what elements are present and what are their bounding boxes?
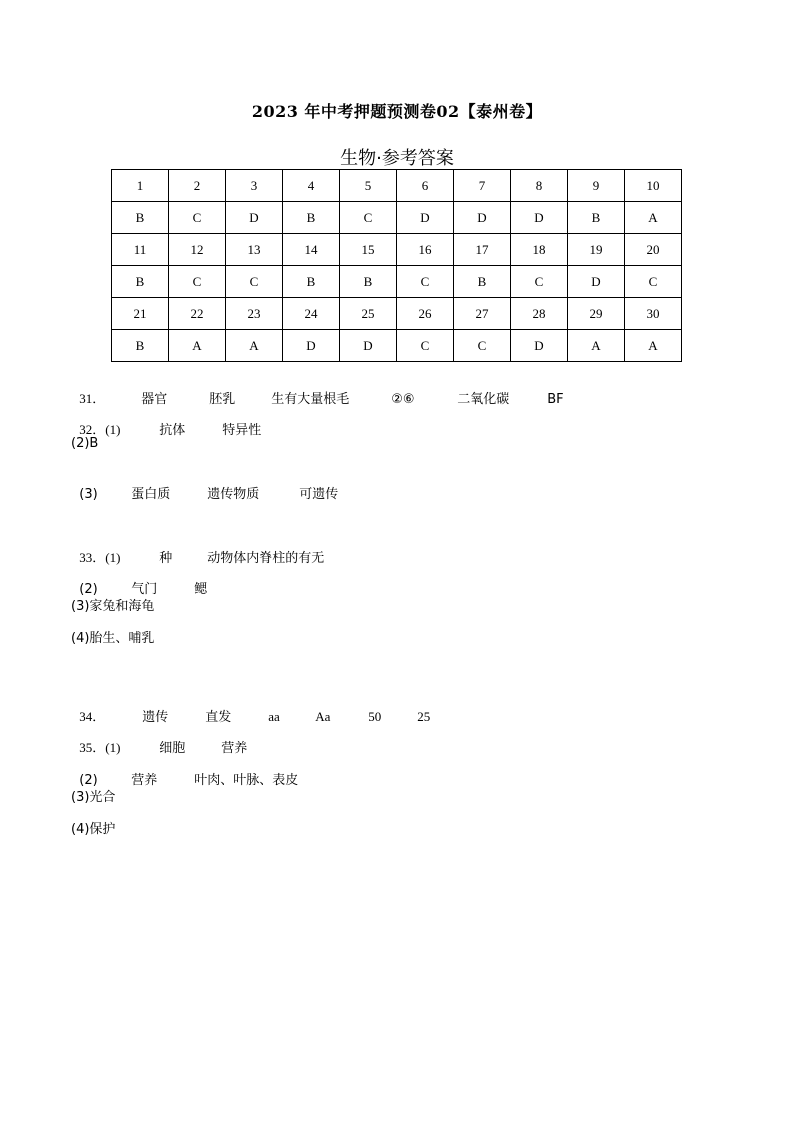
answer-item: BF	[547, 392, 564, 407]
answer-cell: B	[112, 330, 169, 362]
table-row	[112, 202, 682, 234]
answer-cell: B	[340, 266, 397, 298]
answer-line-q33-2	[71, 563, 207, 597]
answer-cell: D	[511, 202, 568, 234]
answer-line-q35-1	[71, 722, 247, 756]
answer-item: ②⑥	[391, 392, 415, 407]
answer-item: 胚乳	[209, 392, 236, 407]
answer-item: 叶肉、叶脉、表皮	[194, 773, 299, 788]
question-number-cell: 16	[397, 234, 454, 266]
answer-line-q31	[71, 373, 564, 407]
answer-item: 遗传	[142, 710, 169, 725]
question-number-cell: 18	[511, 234, 568, 266]
answer-cell: D	[340, 330, 397, 362]
answer-cell: C	[169, 202, 226, 234]
answer-item: 器官	[141, 392, 168, 407]
answer-cell: D	[511, 330, 568, 362]
answer-line-q35-4: (4)保护	[71, 822, 116, 837]
answer-cell: C	[625, 266, 682, 298]
question-number-cell: 15	[340, 234, 397, 266]
answer-cell: C	[397, 266, 454, 298]
question-number-cell: 11	[112, 234, 169, 266]
question-number: 32．(1)	[79, 422, 121, 437]
question-number-cell: 12	[169, 234, 226, 266]
question-number: (3)	[79, 487, 98, 502]
answer-line-q33-4: (4)胎生、哺乳	[71, 631, 155, 646]
answer-cell: B	[283, 202, 340, 234]
answer-cell: B	[568, 202, 625, 234]
question-number-cell: 28	[511, 298, 568, 330]
question-number-cell: 24	[283, 298, 340, 330]
answer-item: 直发	[205, 710, 232, 725]
answer-line-q32-3	[71, 468, 338, 502]
answer-item: 细胞	[159, 741, 186, 756]
answer-item: 可遗传	[299, 487, 339, 502]
question-number-cell: 20	[625, 234, 682, 266]
answer-item: 25	[417, 709, 431, 724]
question-number-cell: 17	[454, 234, 511, 266]
answer-item: aa	[268, 709, 280, 724]
answer-cell: B	[112, 266, 169, 298]
answer-cell: D	[568, 266, 625, 298]
question-number-cell: 3	[226, 170, 283, 202]
question-number-cell: 26	[397, 298, 454, 330]
table-row	[112, 330, 682, 362]
answer-cell: D	[454, 202, 511, 234]
question-number-cell: 30	[625, 298, 682, 330]
question-number-cell: 29	[568, 298, 625, 330]
answer-item: 蛋白质	[131, 487, 171, 502]
question-number: 34．	[79, 709, 106, 724]
answer-cell: A	[226, 330, 283, 362]
answer-cell: C	[397, 330, 454, 362]
question-number: 33．(1)	[79, 550, 121, 565]
answer-item: 动物体内脊柱的有无	[207, 551, 325, 566]
table-row	[112, 234, 682, 266]
table-row	[112, 298, 682, 330]
answer-item: 遗传物质	[207, 487, 260, 502]
question-number-cell: 27	[454, 298, 511, 330]
answer-line-q35-3: (3)光合	[71, 790, 116, 805]
question-number-cell: 22	[169, 298, 226, 330]
answer-cell: C	[226, 266, 283, 298]
answer-item: 营养	[221, 741, 248, 756]
table-row	[112, 266, 682, 298]
answer-line-q34	[71, 691, 430, 725]
question-number-cell: 25	[340, 298, 397, 330]
answer-cell: D	[283, 330, 340, 362]
answer-cell: C	[454, 330, 511, 362]
answer-table	[111, 169, 682, 362]
answer-item: 二氧化碳	[457, 392, 510, 407]
page-subtitle: 生物·参考答案	[340, 148, 454, 169]
answer-cell: A	[625, 330, 682, 362]
question-number-cell: 21	[112, 298, 169, 330]
answer-cell: B	[283, 266, 340, 298]
answer-item: 营养	[131, 773, 158, 788]
answer-item: 50	[368, 709, 382, 724]
question-number-cell: 19	[568, 234, 625, 266]
question-number: 31．	[79, 391, 106, 406]
answer-cell: C	[169, 266, 226, 298]
table-row	[112, 170, 682, 202]
question-number-cell: 14	[283, 234, 340, 266]
answer-cell: C	[511, 266, 568, 298]
question-number-cell: 9	[568, 170, 625, 202]
answer-line-q33-3: (3)家兔和海龟	[71, 599, 155, 614]
answer-item: 抗体	[159, 423, 186, 438]
question-number-cell: 1	[112, 170, 169, 202]
question-number-cell: 6	[397, 170, 454, 202]
question-number-cell: 2	[169, 170, 226, 202]
answer-line-q32-1	[71, 404, 261, 438]
answer-cell: B	[454, 266, 511, 298]
question-number-cell: 7	[454, 170, 511, 202]
answer-cell: B	[112, 202, 169, 234]
answer-item: 鳃	[194, 582, 208, 597]
answer-cell: D	[226, 202, 283, 234]
answer-item: Aa	[315, 709, 331, 724]
answer-item: 特异性	[222, 423, 262, 438]
question-number-cell: 23	[226, 298, 283, 330]
question-number: 35．(1)	[79, 740, 121, 755]
question-number: (2)	[79, 582, 98, 597]
question-number: (2)	[79, 773, 98, 788]
answer-item: 生有大量根毛	[271, 392, 350, 407]
page-title: 2023 年中考押题预测卷02【泰州卷】	[251, 102, 543, 121]
question-number-cell: 4	[283, 170, 340, 202]
answer-line-q35-2	[71, 754, 298, 788]
question-number-cell: 13	[226, 234, 283, 266]
answer-line-q33-1	[71, 532, 324, 566]
answer-cell: A	[625, 202, 682, 234]
answer-line-q32-2: (2)B	[71, 436, 99, 451]
question-number-cell: 10	[625, 170, 682, 202]
question-number-cell: 5	[340, 170, 397, 202]
answer-cell: A	[169, 330, 226, 362]
answer-cell: A	[568, 330, 625, 362]
answer-item: 气门	[131, 582, 158, 597]
answer-cell: D	[397, 202, 454, 234]
answer-cell: C	[340, 202, 397, 234]
answer-item: 种	[159, 551, 173, 566]
question-number-cell: 8	[511, 170, 568, 202]
